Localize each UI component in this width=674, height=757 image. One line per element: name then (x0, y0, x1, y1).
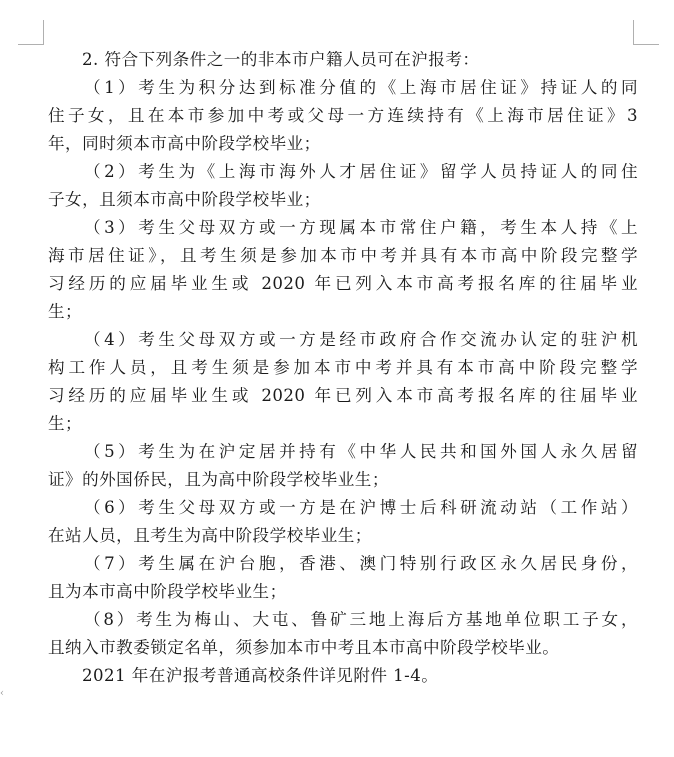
page-edge-mark: ‹ (0, 688, 4, 699)
paragraph-line: 构工作人员，且考生须是参加本市中考并具有本市高中阶段完整学 (48, 358, 638, 377)
paragraph-line: （1）考生为积分达到标准分值的《上海市居住证》持证人的同 (84, 78, 638, 97)
paragraph-line: 习经历的应届毕业生或 2020 年已列入本市高考报名库的往届毕业 (48, 386, 638, 405)
crop-mark-top-right (633, 20, 634, 45)
paragraph-line: （6）考生父母双方或一方是在沪博士后科研流动站（工作站） (84, 498, 638, 517)
list-item (48, 74, 638, 158)
list-item (48, 606, 638, 662)
paragraph-line: 且纳入市教委锁定名单，须参加本市中考且本市高中阶段学校毕业。 (48, 638, 560, 657)
paragraph-line: （7）考生属在沪台胞，香港、澳门特别行政区永久居民身份， (84, 554, 638, 573)
crop-mark-top-left (43, 20, 44, 45)
list-item (48, 550, 638, 606)
paragraph-line: 在站人员，且考生为高中阶段学校毕业生； (48, 526, 372, 545)
paragraph-line: （8）考生为梅山、大屯、鲁矿三地上海后方基地单位职工子女， (84, 610, 638, 629)
section-heading: 2. 符合下列条件之一的非本市户籍人员可在沪报考： (82, 50, 480, 69)
document-body (48, 46, 638, 690)
paragraph-line: 生； (48, 302, 83, 321)
crop-mark-top-left (18, 44, 44, 45)
list-item (48, 214, 638, 326)
list-item (48, 438, 638, 494)
list-item (48, 326, 638, 438)
closing-note: 2021 年在沪报考普通高校条件详见附件 1-4。 (82, 666, 439, 685)
paragraph-line: （4）考生父母双方或一方是经市政府合作交流办认定的驻沪机 (84, 330, 638, 349)
paragraph-line: 子女，且须本市高中阶段学校毕业； (48, 190, 321, 209)
list-item (48, 494, 638, 550)
paragraph-line: 年，同时须本市高中阶段学校毕业； (48, 134, 321, 153)
paragraph-line: 证》的外国侨民，且为高中阶段学校毕业生； (48, 470, 389, 489)
paragraph-line: 住子女，且在本市参加中考或父母一方连续持有《上海市居住证》3 (48, 106, 638, 125)
list-item (48, 158, 638, 214)
paragraph-line: 且为本市高中阶段学校毕业生； (48, 582, 287, 601)
paragraph-line: 习经历的应届毕业生或 2020 年已列入本市高考报名库的往届毕业 (48, 274, 638, 293)
paragraph-line: （2）考生为《上海市海外人才居住证》留学人员持证人的同住 (84, 162, 638, 181)
paragraph-line: （5）考生为在沪定居并持有《中华人民共和国外国人永久居留 (84, 442, 638, 461)
paragraph-line: 生； (48, 414, 83, 433)
crop-mark-top-right (633, 44, 659, 45)
paragraph-line: 海市居住证》，且考生须是参加本市中考并具有本市高中阶段完整学 (48, 246, 638, 265)
paragraph-line: （3）考生父母双方或一方现属本市常住户籍，考生本人持《上 (84, 218, 638, 237)
